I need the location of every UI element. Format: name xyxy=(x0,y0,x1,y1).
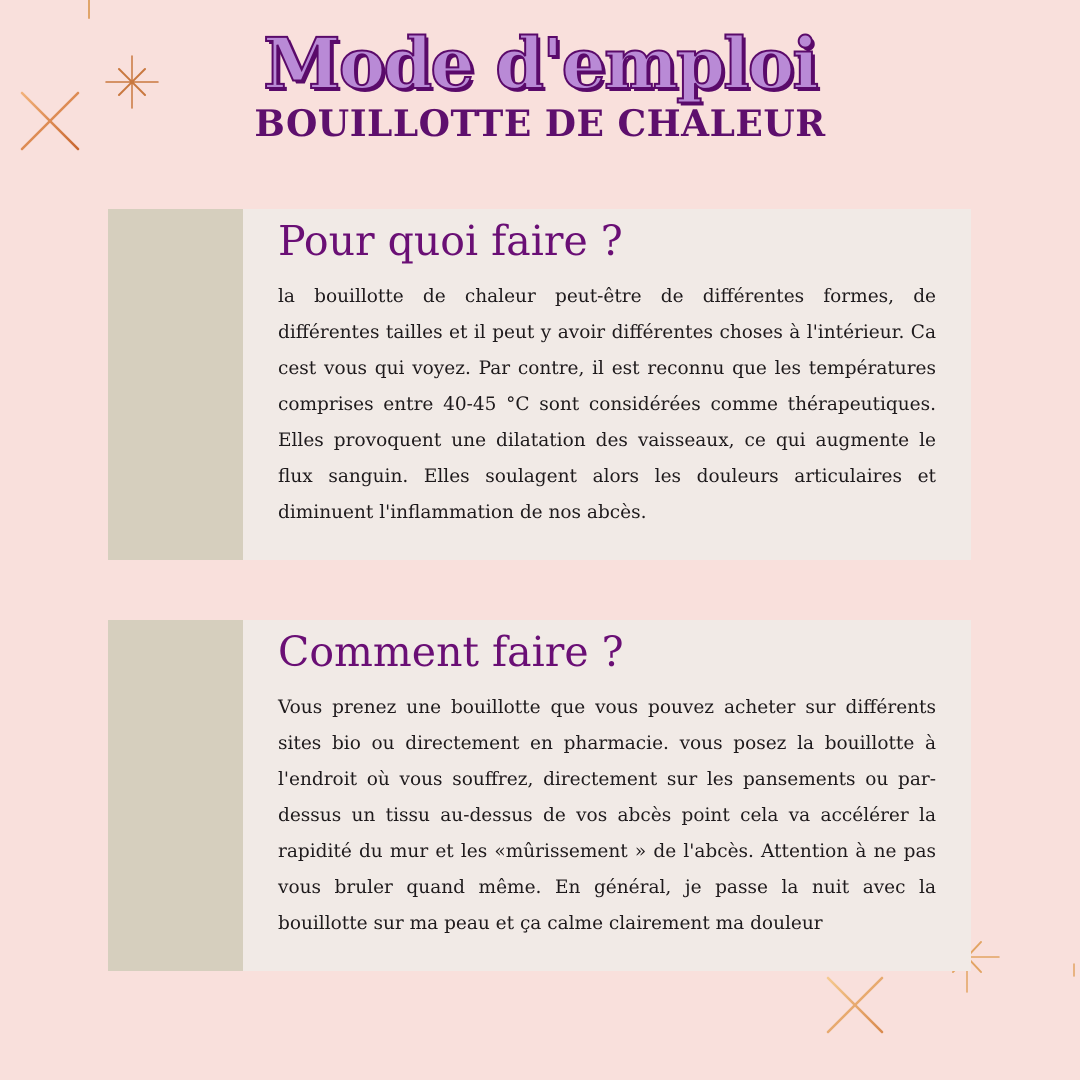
section-card-purpose xyxy=(108,209,971,560)
page-title: Mode d'emploi xyxy=(263,21,817,105)
section-card-instructions xyxy=(108,620,971,971)
card-accent-bar xyxy=(108,620,243,971)
sparkle-icon xyxy=(1068,962,1080,978)
section-body: Vous prenez une bouillotte que vous pouvez acheter sur différents sites bio ou directement en pharmacie. vous posez la bouillotte à l'endroit où vous souffrez, directement sur les pansements ou par-dessus un tissu au-dessus de vos abcès point cela va accélérer la rapidité du mur et les «mûrissement » de l'abcès. Attention à ne pas vous bruler quand même. En général, je passe la nuit avec la bouillotte sur ma peau et ça calme clairement ma douleur xyxy=(278,697,936,934)
page-subtitle: BOUILLOTTE DE CHALEUR xyxy=(254,103,826,145)
section-heading: Pour quoi faire ? xyxy=(278,217,623,265)
section-body: la bouillotte de chaleur peut-être de différentes formes, de différentes tailles et il peut y avoir différentes choses à l'intérieur. Ca cest vous qui voyez. Par contre, il est reconnu que les températures comprises entre 40-45 °C sont considérées comme thérapeutiques. Elles provoquent une dilatation des vaisseaux, ce qui augmente le flux sanguin. Elles soulagent alors les douleurs articulaires et diminuent l'inflammation de nos abcès. xyxy=(278,286,936,523)
section-heading: Comment faire ? xyxy=(278,628,624,676)
card-accent-bar xyxy=(108,209,243,560)
